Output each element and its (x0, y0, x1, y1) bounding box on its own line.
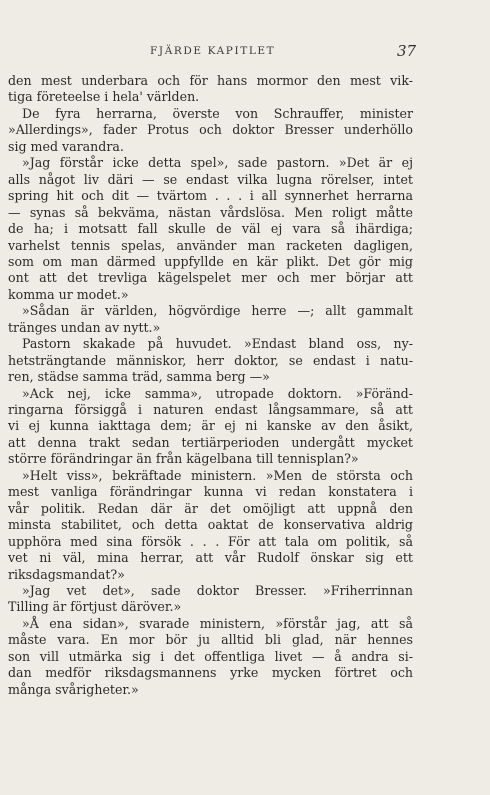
text-line: tränges undan av nytt.» (8, 319, 161, 335)
text-line: minsta stabilitet, och detta oaktat de konservativa aldrig (8, 517, 413, 533)
text-line: ont att det trevliga kägelspelet mer och mer börjar att (8, 270, 413, 286)
running-head: FJÄRDE KAPITLET (150, 45, 276, 57)
text-line: hetsträngtande människor, herr doktor, se endast i natu- (8, 352, 413, 368)
text-line: vår politik. Redan där är det omöjligt att uppnå den (8, 500, 413, 516)
text-line: upphöra med sina försök . . . För att tala om politik, så (8, 533, 413, 549)
text-line: alls något liv däri — se endast vilka lugna rörelser, intet (8, 171, 413, 187)
text-line: som om man därmed uppfyllde en kär plikt. Det gör mig (8, 253, 413, 269)
text-line: mest vanliga förändringar kunna vi redan konstatera i (8, 484, 413, 500)
text-line: de ha; i motsatt fall skulle de väl ej vara så ihärdiga; (8, 221, 413, 236)
text-line: ren, städse samma träd, samma berg —» (8, 369, 270, 385)
text-line: varhelst tennis spelas, använder man racketen dagligen, (8, 237, 413, 253)
text-line: dan medför riksdagsmannens yrke mycken förtret och (8, 665, 413, 681)
text-line: vet ni väl, mina herrar, att vår Rudolf önskar sig ett (8, 550, 413, 565)
text-line: son vill utmärka sig i det offentliga livet — å andra si- (8, 648, 413, 664)
text-line: komma ur modet.» (8, 286, 129, 302)
text-line: måste vara. En mor bör ju alltid bli glad, när hennes (8, 632, 413, 648)
text-line: ringarna försiggå i naturen endast långsammare, så att (8, 402, 413, 417)
text-line: »Jag vet det», sade doktor Bresser. »Friherrinnan (22, 582, 413, 598)
text-line: den mest underbara och för hans mormor den mest vik- (8, 73, 413, 88)
text-line: spring hit och dit — tvärtom . . . i all synnerhet herrarna (8, 188, 413, 204)
text-line: Pastorn skakade på huvudet. »Endast bland oss, ny- (22, 336, 413, 352)
text-line: större förändringar än från kägelbana till tennisplan?» (8, 451, 359, 467)
text-line: tiga företeelse i hela' världen. (8, 89, 200, 105)
page-header (0, 42, 490, 62)
text-line: — synas så bekväma, nästan vårdslösa. Men roligt måtte (8, 204, 413, 220)
text-line: många svårigheter.» (8, 681, 139, 697)
text-line: att denna trakt sedan tertiärperioden undergått mycket (8, 434, 413, 450)
text-line: »Helt viss», bekräftade ministern. »Men de största och (22, 467, 413, 483)
text-line: sig med varandra. (8, 138, 124, 154)
page-number: 37 (397, 42, 417, 60)
text-line: »Ack nej, icke samma», utropade doktorn. »Föränd- (22, 385, 413, 401)
text-line: vi ej kunna iakttaga dem; är ej ni kanske av den åsikt, (8, 418, 413, 434)
text-line: De fyra herrarna, överste von Schrauffer, minister (22, 105, 413, 121)
text-line: »Sådan är världen, högvördige herre —; allt gammalt (22, 303, 413, 319)
text-line: »Å ena sidan», svarade ministern, »förstår jag, att så (22, 615, 413, 631)
text-line: »Jag förstår icke detta spel», sade pastorn. »Det är ej (22, 155, 413, 171)
text-line: »Allerdings», fader Protus och doktor Bresser underhöllo (8, 122, 413, 138)
text-line: Tilling är förtjust däröver.» (8, 599, 182, 615)
text-line: riksdagsmandat?» (8, 566, 125, 582)
